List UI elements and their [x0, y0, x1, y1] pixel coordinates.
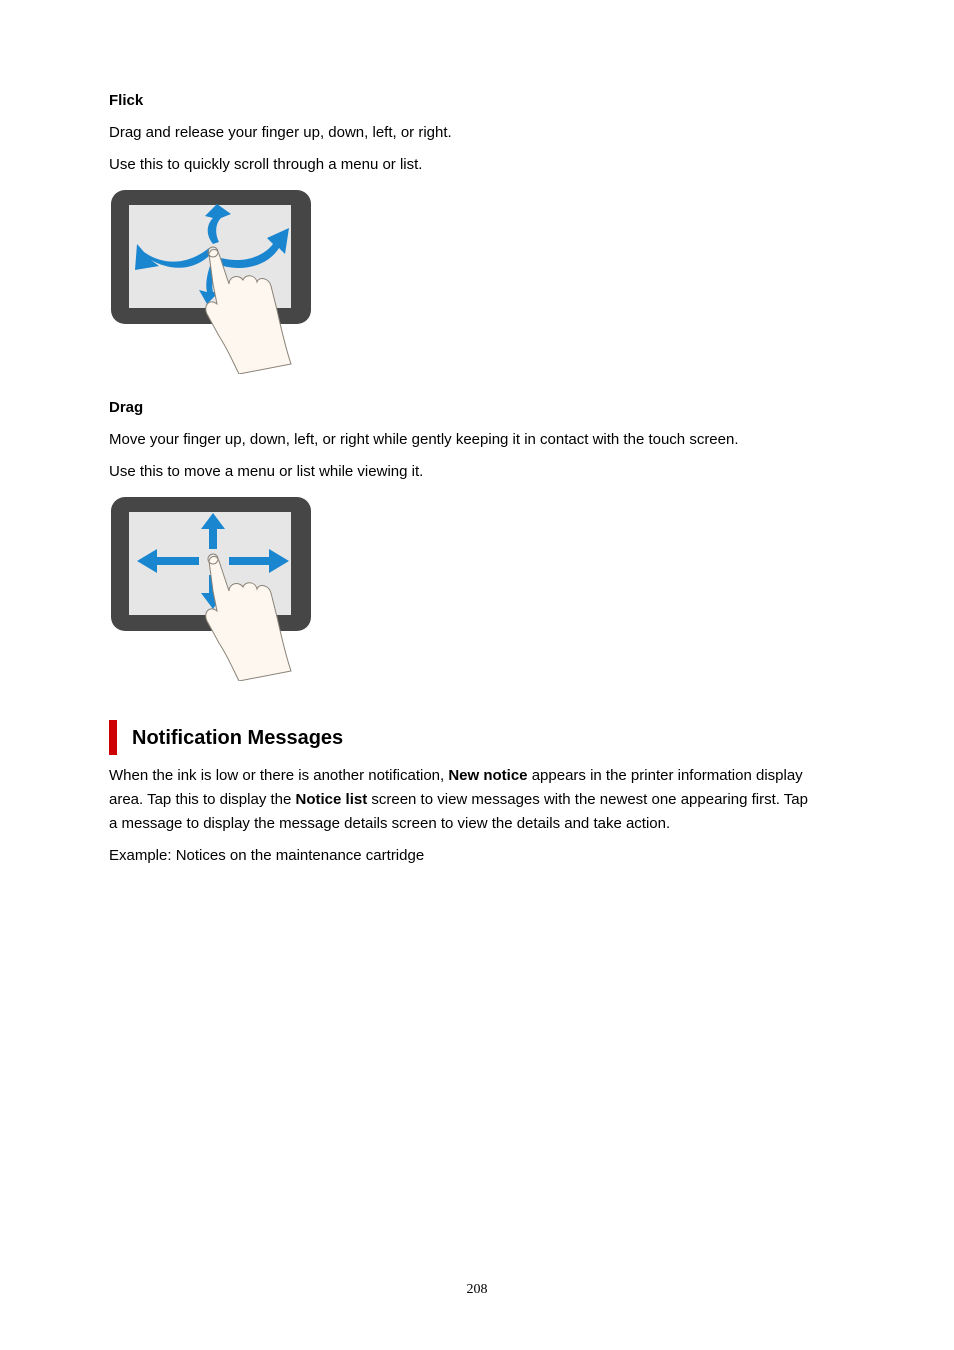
flick-usage: Use this to quickly scroll through a menu or list. [109, 156, 423, 173]
notification-paragraph-line-3: a message to display the message details screen to view the details and take action. [109, 815, 671, 832]
notification-paragraph-line-2 [109, 791, 808, 809]
notification-paragraph-line-1 [109, 767, 803, 785]
drag-title: Drag [109, 399, 144, 416]
drag-usage: Use this to move a menu or list while viewing it. [109, 463, 424, 480]
heading-accent-bar [109, 720, 117, 755]
flick-title: Flick [109, 92, 144, 109]
notification-example: Example: Notices on the maintenance cartridge [109, 847, 425, 864]
text-run: screen to view messages with the newest one appearing first. Tap [367, 791, 808, 808]
flick-description: Drag and release your finger up, down, left, or right. [109, 124, 452, 141]
drag-illustration [109, 495, 313, 681]
flick-illustration [109, 188, 313, 374]
drag-description: Move your finger up, down, left, or right while gently keeping it in contact with the touch screen. [109, 431, 739, 448]
notice-list-term: Notice list [295, 791, 368, 808]
new-notice-term: New notice [448, 767, 528, 784]
text-run: When the ink is low or there is another notification, [109, 767, 449, 784]
text-run: area. Tap this to display the [109, 791, 296, 808]
text-run: appears in the printer information display [527, 767, 803, 784]
notification-heading: Notification Messages [132, 727, 344, 749]
page-number: 208 [466, 1282, 488, 1297]
